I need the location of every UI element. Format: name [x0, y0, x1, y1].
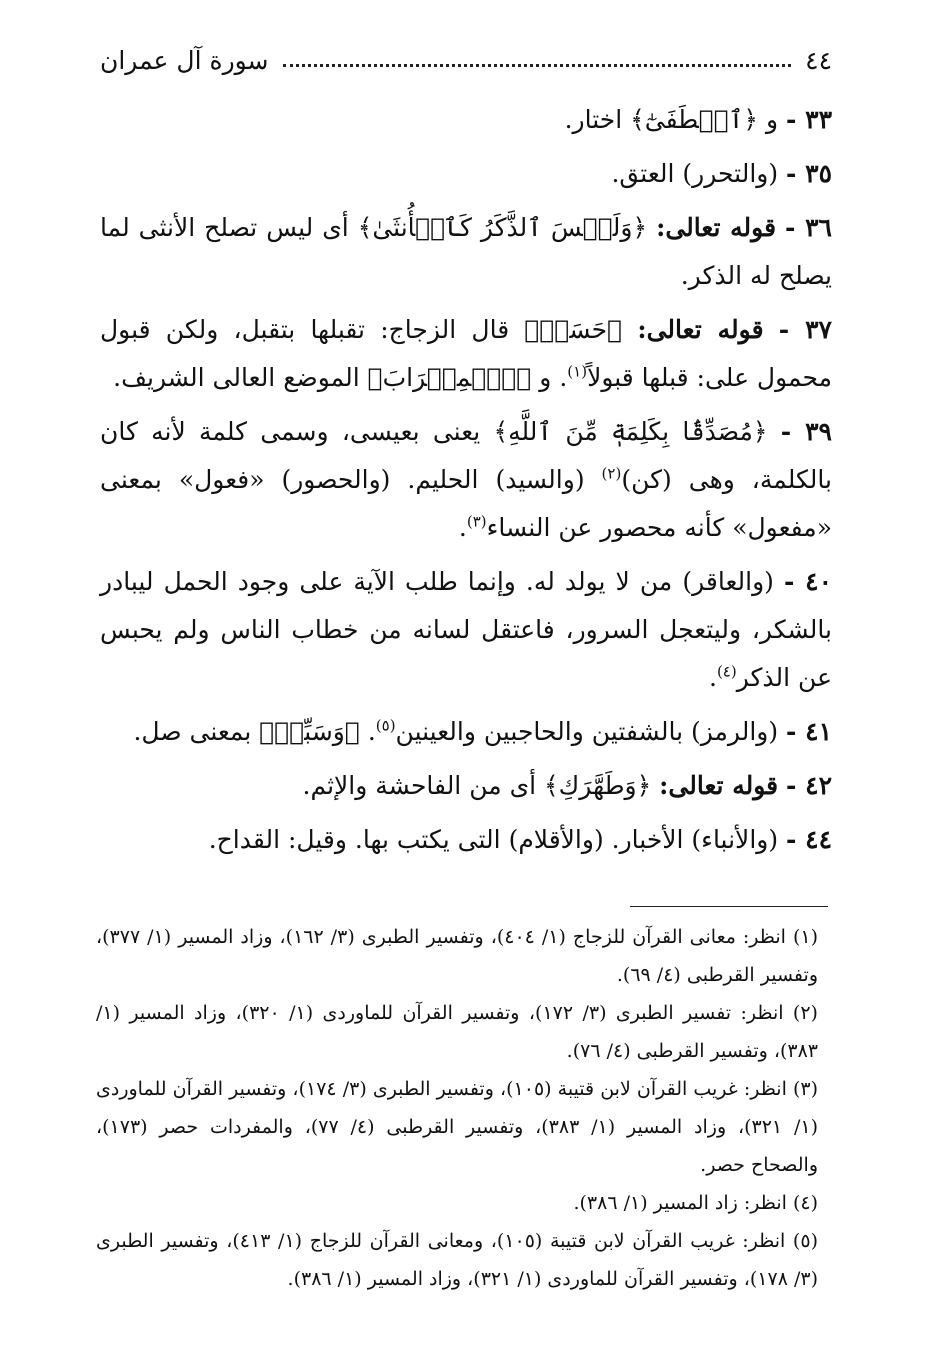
entry-text-cont: . ﴿وَسَبِّحۡ﴾ بمعنى صل. [133, 717, 376, 746]
footnote-separator [630, 906, 828, 907]
entry-text: ﴿حَسَنٖ﴾ قال الزجاج: تقبلها بتقبل، ولكن قبول محمول على: قبلها قبولاً [100, 315, 832, 392]
entry-37 [100, 306, 832, 402]
entry-39 [100, 408, 832, 552]
entry-33 [100, 96, 832, 144]
entry-42 [100, 762, 832, 810]
entry-number: ٤٤ - [786, 825, 832, 854]
entry-text-cont: (والسيد) الحليم. (والحصور) «فعول» بمعنى «مفعول» كأنه محصور عن النساء [100, 465, 832, 542]
footnote-ref: (٤) [716, 662, 737, 681]
page-number: ٤٤ [805, 45, 832, 75]
footnote-ref: (٥) [375, 716, 396, 735]
entry-text: (والتحرر) العتق. [611, 159, 779, 188]
entry-number: ٤٠ - [783, 567, 832, 596]
entry-36 [100, 204, 832, 300]
entry-text: (والرمز) بالشفتين والحاجبين والعينين [395, 717, 779, 746]
entry-number: ٣٦ - [785, 213, 832, 242]
footnote-1: (١) انظر: معانى القرآن للزجاج (١/ ٤٠٤)، وتفسير الطبرى (٣/ ١٦٢)، وزاد المسير (١/ ٣٧٧)، وتفسير القرطبى (٤/ ٦٩). [96, 926, 818, 986]
entry-number: ٤١ - [786, 717, 832, 746]
entry-40 [100, 558, 832, 702]
entry-text: ﴿وَلَيۡسَ ٱلذَّكَرُ كَٱلۡأُنثَىٰ﴾ أى ليس تصلح الأنثى لما يصلح له الذكر. [100, 213, 832, 290]
entry-text-cont: . و ﴿ٱلۡمِحۡرَابَ﴾ الموضع العالى الشريف. [113, 363, 568, 392]
main-text [100, 96, 832, 870]
entry-keyword: قوله تعالى: [637, 315, 764, 344]
footnote-2: (٢) انظر: تفسير الطبرى (٣/ ١٧٢)، وتفسير القرآن للماوردى (١/ ٣٢٠)، وزاد المسير (١/ ٣٨٣)، وتفسير القرطبى (٤/ ٧٦). [96, 1002, 818, 1062]
entry-keyword: قوله تعالى: [659, 771, 779, 800]
entry-number: ٣٧ - [778, 315, 832, 344]
footnote-3: (٣) انظر: غريب القرآن لابن قتيبة (١٠٥)، وتفسير الطبرى (٣/ ١٧٤)، وتفسير القرآن للماوردى (١/ ٣٢١)، وزاد المسير (١/ ٣٨٣)، وتفسير القرطبى (٤/ ٧٧)، والمفردات حصر (١٧٣)، والصحاح حصر. [96, 1078, 818, 1176]
footnote-ref: (١) [567, 362, 588, 381]
surah-title: سورة آل عمران [100, 45, 269, 75]
entry-text: ﴿مُصَدِّقَۢا بِكَلِمَةٖ مِّنَ ٱللَّهِ﴾ يعنى بعيسى، وسمى كلمة لأنه كان بالكلمة، وهى (كن) [100, 417, 832, 494]
entry-text: ﴿وَطَهَّرَكِ﴾ أى من الفاحشة والإثم. [302, 771, 652, 800]
footnote-ref: (٣) [466, 512, 487, 531]
footnote-4: (٤) انظر: زاد المسير (١/ ٣٨٦). [573, 1192, 818, 1214]
entry-text-cont: . [708, 663, 717, 692]
entry-number: ٣٥ - [786, 159, 832, 188]
entry-text: و ﴿ٱصۡطَفَىٰٓ﴾ اختار. [564, 105, 779, 134]
entry-35 [100, 150, 832, 198]
entry-keyword: قوله تعالى: [656, 213, 777, 242]
entry-text: (والأنباء) الأخبار. (والأقلام) التى يكتب بها. وقيل: القداح. [208, 825, 779, 854]
entry-number: ٣٣ - [786, 105, 832, 134]
entry-number: ٣٩ - [780, 417, 832, 446]
entry-41 [100, 708, 832, 756]
footnotes [96, 918, 818, 1298]
footnote-5: (٥) انظر: غريب القرآن لابن قتيبة (١٠٥)، ومعانى القرآن للزجاج (١/ ٤١٣)، وتفسير الطبرى (٣/ ١٧٨)، وتفسير القرآن للماوردى (١/ ٣٢١)، وزاد المسير (١/ ٣٨٦). [96, 1230, 818, 1290]
entry-text: (والعاقر) من لا يولد له. وإنما طلب الآية على وجود الحمل ليبادر بالشكر، وليتعجل السرور، فاعتقل لسانه من خطاب الناس ولم يحبس عن الذكر [100, 567, 832, 692]
header-dot-leader [283, 64, 792, 67]
entry-text-end: . [458, 513, 467, 542]
running-header [100, 40, 832, 80]
footnote-ref: (٢) [601, 464, 622, 483]
entry-number: ٤٢ - [786, 771, 832, 800]
entry-44 [100, 816, 832, 864]
